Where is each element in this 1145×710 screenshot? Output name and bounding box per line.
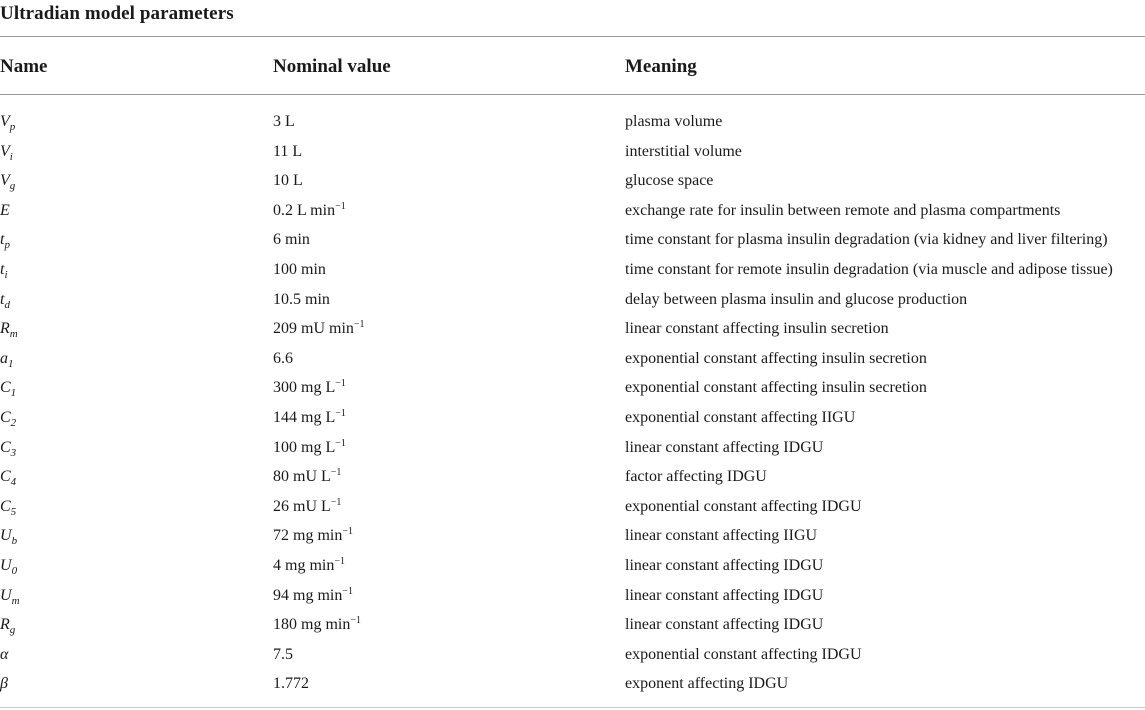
symbol-letter: E [0, 201, 10, 219]
nominal-value [273, 143, 302, 163]
parameter-meaning: linear constant affecting IDGU [625, 438, 824, 456]
header-name: Name [0, 56, 48, 77]
unit-exponent: −1 [342, 526, 353, 538]
symbol-subscript: d [4, 298, 10, 311]
value-text: 300 mg L [273, 379, 336, 397]
unit-exponent: −1 [335, 437, 346, 449]
table-row [0, 498, 1145, 528]
parameter-meaning: interstitial volume [625, 142, 742, 160]
symbol-subscript: i [9, 150, 13, 163]
unit-exponent: −1 [335, 200, 346, 212]
header-meaning: Meaning [625, 56, 697, 77]
symbol-letter: C [0, 497, 11, 515]
unit-exponent: −1 [330, 467, 342, 479]
symbol-letter: α [0, 645, 9, 663]
table-row [0, 143, 1145, 173]
unit-exponent: −1 [335, 408, 346, 419]
nominal-value [273, 113, 295, 133]
nominal-value [273, 261, 326, 281]
nominal-value [273, 498, 341, 518]
parameter-symbol [0, 291, 10, 310]
table-row [0, 675, 1145, 705]
symbol-letter: t [0, 261, 5, 278]
unit-exponent: −1 [353, 319, 365, 331]
parameter-symbol [0, 498, 16, 517]
symbol-subscript: 5 [10, 505, 17, 518]
symbol-letter: U [0, 586, 12, 604]
value-text: 94 mg min [273, 586, 343, 604]
symbol-letter: R [0, 616, 10, 634]
value-text: 100 min [273, 261, 326, 278]
symbol-letter: V [0, 113, 10, 130]
parameter-symbol [0, 172, 15, 191]
table-row [0, 350, 1145, 380]
nominal-value [273, 675, 309, 695]
nominal-value [273, 646, 293, 666]
table-title: Ultradian model parameters [0, 3, 234, 24]
unit-exponent: −1 [330, 496, 342, 508]
parameter-meaning: exponential constant affecting IDGU [625, 645, 862, 663]
parameter-meaning: exchange rate for insulin between remote and plasma compartments [625, 201, 1061, 219]
nominal-value [273, 172, 303, 192]
table-row [0, 557, 1145, 587]
value-text: 26 mU L [273, 497, 331, 515]
symbol-subscript: 3 [10, 446, 17, 459]
value-text: 4 mg min [273, 557, 335, 574]
parameter-meaning: plasma volume [625, 113, 723, 130]
nominal-value [273, 527, 353, 547]
parameter-symbol [0, 379, 16, 398]
table-row [0, 587, 1145, 617]
nominal-value [273, 557, 345, 577]
symbol-letter: C [0, 438, 11, 456]
header-rule [0, 94, 1145, 95]
parameter-meaning: glucose space [625, 172, 714, 190]
symbol-subscript: 4 [10, 476, 17, 489]
parameter-symbol [0, 468, 16, 487]
table-row [0, 616, 1145, 646]
symbol-subscript: m [11, 594, 20, 607]
nominal-value [273, 468, 341, 488]
parameter-meaning: exponential constant affecting IIGU [625, 409, 856, 426]
value-text: 209 mU min [273, 320, 354, 338]
table-row [0, 379, 1145, 409]
symbol-subscript: g [9, 624, 16, 637]
symbol-letter: C [0, 379, 11, 397]
value-text: 100 mg L [273, 438, 336, 456]
parameter-symbol [0, 320, 18, 339]
value-text: 144 mg L [273, 409, 336, 426]
parameter-meaning: factor affecting IDGU [625, 468, 767, 486]
parameter-meaning: exponential constant affecting insulin secretion [625, 349, 927, 367]
symbol-letter: U [0, 527, 12, 545]
value-text: 7.5 [273, 645, 293, 663]
value-text: 6 min [273, 231, 310, 249]
symbol-subscript: 0 [11, 565, 18, 577]
value-text: 72 mg min [273, 527, 343, 545]
table-row [0, 320, 1145, 350]
value-text: 11 L [273, 142, 303, 160]
table-row [0, 113, 1145, 143]
parameter-meaning: exponent affecting IDGU [625, 675, 789, 693]
symbol-letter: β [0, 675, 8, 693]
parameter-meaning: linear constant affecting IDGU [625, 616, 824, 634]
table-row [0, 646, 1145, 676]
table-row [0, 231, 1145, 261]
parameter-symbol [0, 557, 17, 576]
symbol-letter: U [0, 557, 12, 574]
symbol-letter: V [0, 142, 10, 160]
parameter-meaning: linear constant affecting IDGU [625, 586, 824, 604]
parameter-meaning: time constant for plasma insulin degradation (via kidney and liver filtering) [625, 231, 1108, 249]
parameter-meaning: linear constant affecting IIGU [625, 527, 818, 545]
nominal-value [273, 291, 330, 311]
value-text: 1.772 [273, 675, 309, 693]
table-row [0, 468, 1145, 498]
nominal-value [273, 587, 353, 607]
parameter-symbol [0, 113, 15, 132]
parameter-symbol [0, 350, 14, 369]
symbol-letter: C [0, 409, 11, 426]
symbol-letter: t [0, 231, 5, 249]
parameter-symbol [0, 527, 17, 546]
table-row [0, 202, 1145, 232]
parameter-meaning: delay between plasma insulin and glucose production [625, 290, 968, 308]
nominal-value [273, 202, 346, 222]
value-text: 10 L [273, 172, 303, 190]
symbol-subscript: 1 [8, 357, 14, 370]
top-rule [0, 36, 1145, 37]
nominal-value [273, 231, 310, 251]
table-row [0, 261, 1145, 291]
symbol-letter: a [0, 349, 8, 367]
parameter-symbol [0, 261, 8, 280]
symbol-letter: t [0, 290, 5, 308]
parameter-symbol [0, 143, 13, 162]
parameter-meaning: linear constant affecting insulin secretion [625, 320, 889, 338]
nominal-value [273, 350, 293, 370]
unit-exponent: −1 [350, 615, 361, 627]
nominal-value [273, 409, 346, 429]
symbol-subscript: p [4, 239, 10, 252]
table-row [0, 439, 1145, 469]
value-text: 3 L [273, 113, 295, 130]
symbol-subscript: 2 [10, 417, 17, 429]
value-text: 6.6 [273, 349, 293, 367]
unit-exponent: −1 [334, 556, 345, 567]
nominal-value [273, 379, 346, 399]
parameter-symbol [0, 646, 8, 665]
symbol-subscript: b [11, 535, 18, 548]
symbol-subscript: g [9, 180, 16, 193]
value-text: 180 mg min [273, 616, 351, 634]
symbol-letter: V [0, 172, 10, 190]
nominal-value [273, 616, 361, 636]
symbol-subscript: m [9, 328, 18, 341]
parameter-symbol [0, 231, 10, 250]
value-text: 0.2 L min [273, 201, 336, 219]
symbol-subscript: 1 [10, 387, 17, 400]
parameter-symbol [0, 439, 16, 458]
symbol-letter: R [0, 320, 10, 338]
parameter-symbol [0, 202, 10, 221]
header-nominal-value: Nominal value [273, 56, 391, 77]
parameter-symbol [0, 587, 20, 606]
value-text: 10.5 min [273, 290, 330, 308]
parameter-meaning: exponential constant affecting insulin secretion [625, 379, 927, 397]
symbol-subscript: p [9, 121, 16, 133]
parameter-symbol [0, 616, 15, 635]
parameter-meaning: linear constant affecting IDGU [625, 557, 824, 574]
symbol-letter: C [0, 468, 11, 486]
table-row [0, 409, 1145, 439]
bottom-rule [0, 707, 1145, 708]
value-text: 80 mU L [273, 468, 331, 486]
parameter-meaning: time constant for remote insulin degradation (via muscle and adipose tissue) [625, 261, 1113, 278]
parameter-symbol [0, 409, 16, 428]
symbol-subscript: i [4, 269, 8, 281]
nominal-value [273, 439, 346, 459]
parameter-symbol [0, 675, 8, 694]
parameter-meaning: exponential constant affecting IDGU [625, 497, 862, 515]
table-row [0, 172, 1145, 202]
table-row [0, 527, 1145, 557]
unit-exponent: −1 [335, 378, 346, 390]
nominal-value [273, 320, 365, 340]
table-row [0, 291, 1145, 321]
unit-exponent: −1 [342, 585, 353, 597]
